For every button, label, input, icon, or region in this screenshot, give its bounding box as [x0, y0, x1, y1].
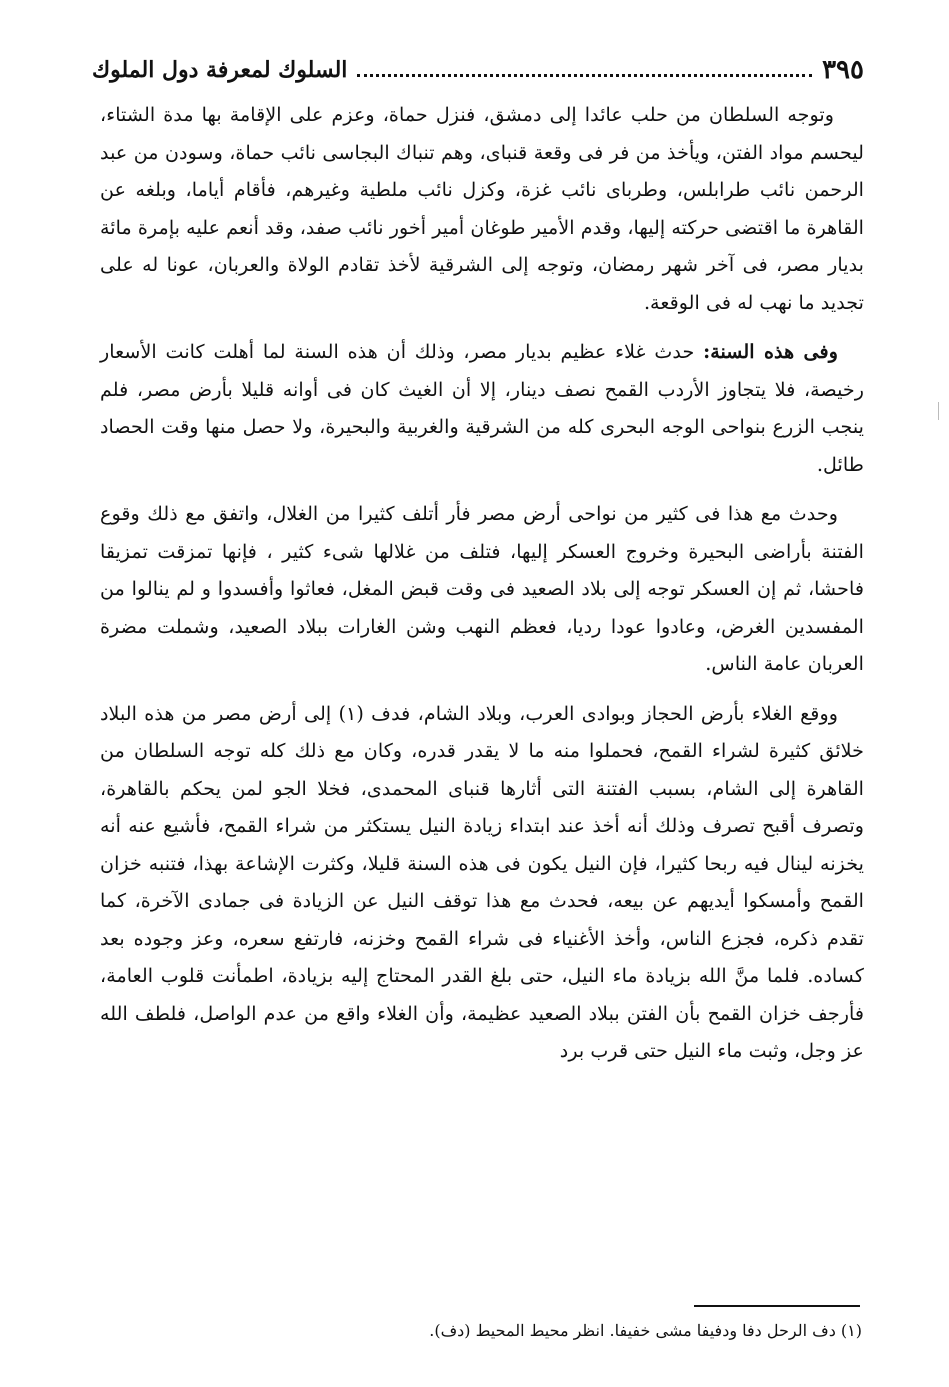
paragraph-4-text: ووقع الغلاء بأرض الحجاز وبوادى العرب، وبلاد الشام، فدف (١) إلى أرض مصر من هذه البلاد خلائق كثيرة لشراء القمح، فحملوا منه ما لا يقدر قدره، وكان مع ذلك كله توجه السلطان من القاهرة إلى الشام، بسبب الفتنة التى أثارها قنباى المحمدى، فخلا الجو لمن يحكم بالقاهرة، وتصرف أقبح تصرف وذلك أنه أخذ عند ابتداء زيادة النيل يستكثر من شراء القمح، فأشيع عنه أنه يخزنه لينال فيه ربحا كثيرا، فإن النيل يكون فى هذه السنة قليلا، وكثرت الإشاعة بهذا، فتنبه خزان القمح وأمسكوا أيديهم عن بيعه، فحدث مع هذا توقف النيل عن الزيادة فى جمادى الآخرة، كما تقدم ذكره، فجزع الناس، وأخذ الأغنياء فى شراء القمح وخزنه، فارتفع سعره، وعز وجوده بعد كساده. فلما منَّ الله بزيادة ماء النيل، حتى بلغ القدر المحتاج إليه بزيادة، اطمأنت قلوب العامة، فأرجف خزان القمح بأن الفتن ببلاد الصعيد عظيمة، وأن الغلاء واقع من عدم الواصل، فلطف الله عز وجل، وثبت ماء النيل حتى قرب برد	[100, 701, 864, 1062]
paragraph-4	[100, 695, 864, 1070]
page-number: ٣٩٥	[822, 55, 864, 85]
scan-edge-mark	[938, 402, 939, 420]
book-title: السلوك لمعرفة دول الملوك	[92, 57, 348, 83]
paragraph-2-text: حدث غلاء عظيم بديار مصر، وذلك أن هذه السنة لما أهلت كانت الأسعار رخيصة، فلا يتجاوز الأردب القمح نصف دينار، إلا أن الغيث كان فى أوانه قليلا بأرض مصر، فلم ينجب الزرع بنواحى الوجه البحرى كله من الشرقية والغربية والبحيرة، ولا حصل منها وقت الحصاد طائل.	[100, 340, 864, 476]
footnote: (١) دف الرحل دفا ودفيفا مشى خفيفا. انظر محيط المحيط (دف).	[429, 1321, 862, 1340]
paragraph-3	[100, 495, 864, 683]
main-text	[100, 96, 864, 1070]
paragraph-3-text: وحدث مع هذا فى كثير من نواحى أرض مصر فأر أتلف كثيرا من الغلال، واتفق مع ذلك وقوع الفتنة بأراضى البحيرة وخروج العسكر إليها، فتلف من غلالها شىء كثير ، فإنها تمزقت تمزيقا فاحشا، ثم إن العسكر توجه إلى بلاد الصعيد فى وقت قبض المغل، فعاثوا وأفسدوا و لم ينالوا من المفسدين الغرض، وعادوا عودا رديا، فعظم النهب وشن الغارات ببلاد الصعيد، وشملت مضرة العربان عامة الناس.	[100, 502, 864, 675]
running-header	[92, 50, 864, 90]
paragraph-2	[100, 333, 864, 483]
header-leader-dots	[357, 74, 812, 77]
paragraph-1	[100, 96, 864, 321]
paragraph-1-text: وتوجه السلطان من حلب عائدا إلى دمشق، فنزل حماة، وعزم على الإقامة بها مدة الشتاء، ليحسم مواد الفتن، ويأخذ من فر فى وقعة قنباى، وهم تنباك البجاسى نائب حماة، وسودن من عبد الرحمن نائب طرابلس، وطرباى نائب غزة، وكزل نائب ملطية وغيرهم، فأقام أياما، وبلغه عن القاهرة ما اقتضى حركته إليها، وقدم الأمير طوغان أمير أخور نائب صفد، وقد أنعم عليه بإمرة مائة بديار مصر، فى آخر شهر رمضان، وتوجه إلى الشرقية لأخذ تقادم الولاة والعربان، عونا له على تجديد ما نهب له فى الوقعة.	[100, 103, 864, 314]
footnote-separator	[694, 1305, 860, 1307]
paragraph-2-lead: وفى هذه السنة:	[703, 340, 838, 363]
